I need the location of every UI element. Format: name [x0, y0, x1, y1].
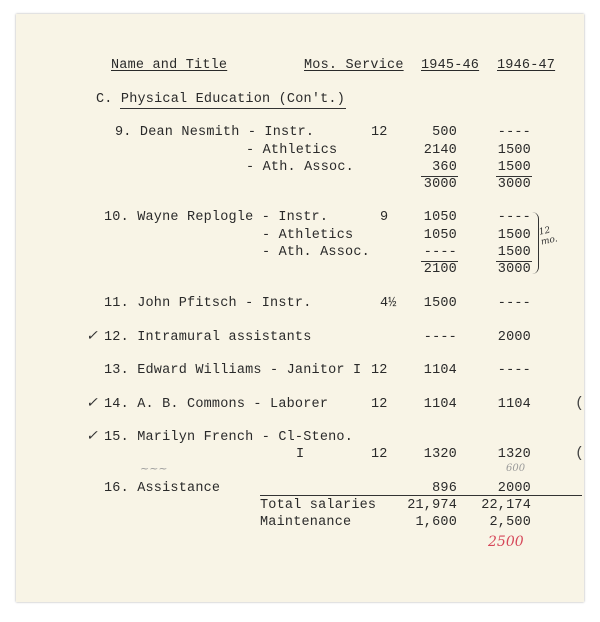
- row-9-1945-instr: 500: [432, 125, 457, 140]
- maintenance-1946: 2,500: [489, 515, 531, 530]
- total-salaries-1946: 22,174: [481, 498, 531, 513]
- section-title: C. Physical Education (Con't.): [96, 92, 346, 107]
- row-9-1946-ath-assoc: 1500: [497, 160, 531, 175]
- row-13-months: 12: [371, 363, 388, 378]
- totals-rule: [260, 495, 582, 496]
- header-year-1946-47: 1946-47: [497, 58, 556, 73]
- row-13-1946: ----: [497, 363, 531, 378]
- row-14-1945: 1104: [423, 397, 457, 412]
- row-9-1946-total: 3000: [497, 177, 531, 192]
- row-14-label: 14. A. B. Commons - Laborer: [104, 397, 329, 412]
- section-underline: [120, 108, 346, 109]
- row-10-sub-athletics: - Athletics: [262, 228, 354, 243]
- row-16-label: 16. Assistance: [104, 481, 221, 496]
- header-mos-service: Mos. Service: [304, 58, 404, 73]
- row-11-months: 4½: [380, 296, 397, 311]
- row-12-label: 12. Intramural assistants: [104, 330, 312, 345]
- row-14-months: 12: [371, 397, 388, 412]
- row-10-1945-athletics: 1050: [423, 228, 457, 243]
- row-15-1946: 1320: [497, 447, 531, 462]
- total-salaries-label: Total salaries: [260, 498, 377, 513]
- row-9-1945-athletics: 2140: [423, 143, 457, 158]
- row-9-label: 9. Dean Nesmith - Instr.: [115, 125, 315, 140]
- row-16-pencil-note: 600: [506, 463, 526, 474]
- maintenance-1945: 1,600: [415, 515, 457, 530]
- row-15-label: 15. Marilyn French - Cl-Steno.: [104, 430, 354, 445]
- row-16-pencil-scribble: ~~~: [140, 462, 168, 475]
- row-10-1945-ath-assoc: ----: [423, 245, 457, 260]
- row-15-margin-paren-icon: (: [575, 445, 585, 462]
- row-9-sub-ath-assoc: - Ath. Assoc.: [246, 160, 354, 175]
- row-10-sub-ath-assoc: - Ath. Assoc.: [262, 245, 370, 260]
- row-14-1946: 1104: [497, 397, 531, 412]
- row-12-1946: 2000: [497, 330, 531, 345]
- red-handwritten-note: 2500: [488, 534, 524, 550]
- row-11-1946: ----: [497, 296, 531, 311]
- row-13-1945: 1104: [423, 363, 457, 378]
- row-10-1946-total: 3000: [497, 262, 531, 277]
- total-salaries-1945: 21,974: [407, 498, 457, 513]
- row-15-check-icon: ✓: [86, 428, 98, 444]
- row-9-1945-total: 3000: [423, 177, 457, 192]
- row-9-months: 12: [371, 125, 388, 140]
- row-10-1945-total: 2100: [423, 262, 457, 277]
- row-12-1945: ----: [423, 330, 457, 345]
- row-10-1946-athletics: 1500: [497, 228, 531, 243]
- row-9-sub-athletics: - Athletics: [246, 143, 338, 158]
- row-10-months: 9: [380, 210, 389, 225]
- row-16-1946: 2000: [497, 481, 531, 496]
- row-15-1945: 1320: [423, 447, 457, 462]
- maintenance-label: Maintenance: [260, 515, 352, 530]
- row-11-label: 11. John Pfitsch - Instr.: [104, 296, 312, 311]
- row-9-1946-instr: ----: [497, 125, 531, 140]
- row-13-label: 13. Edward Williams - Janitor I: [104, 363, 362, 378]
- row-14-margin-paren-icon: (: [575, 395, 585, 412]
- row-15-label-cont: I: [296, 447, 305, 462]
- row-10-label: 10. Wayne Replogle - Instr.: [104, 210, 329, 225]
- row-12-check-icon: ✓: [86, 328, 98, 344]
- row-10-1945-instr: 1050: [423, 210, 457, 225]
- row-10-1946-instr: ----: [497, 210, 531, 225]
- row-11-1945: 1500: [423, 296, 457, 311]
- row-14-check-icon: ✓: [86, 395, 98, 411]
- row-10-handwritten-note: 12 mo.: [538, 225, 559, 248]
- row-9-1945-ath-assoc: 360: [432, 160, 457, 175]
- row-10-brace: [532, 212, 539, 274]
- row-9-1946-athletics: 1500: [497, 143, 531, 158]
- row-15-months: 12: [371, 447, 388, 462]
- row-10-1946-ath-assoc: 1500: [497, 245, 531, 260]
- header-name-title: Name and Title: [111, 58, 228, 73]
- row-16-1945: 896: [432, 481, 457, 496]
- header-year-1945-46: 1945-46: [421, 58, 480, 73]
